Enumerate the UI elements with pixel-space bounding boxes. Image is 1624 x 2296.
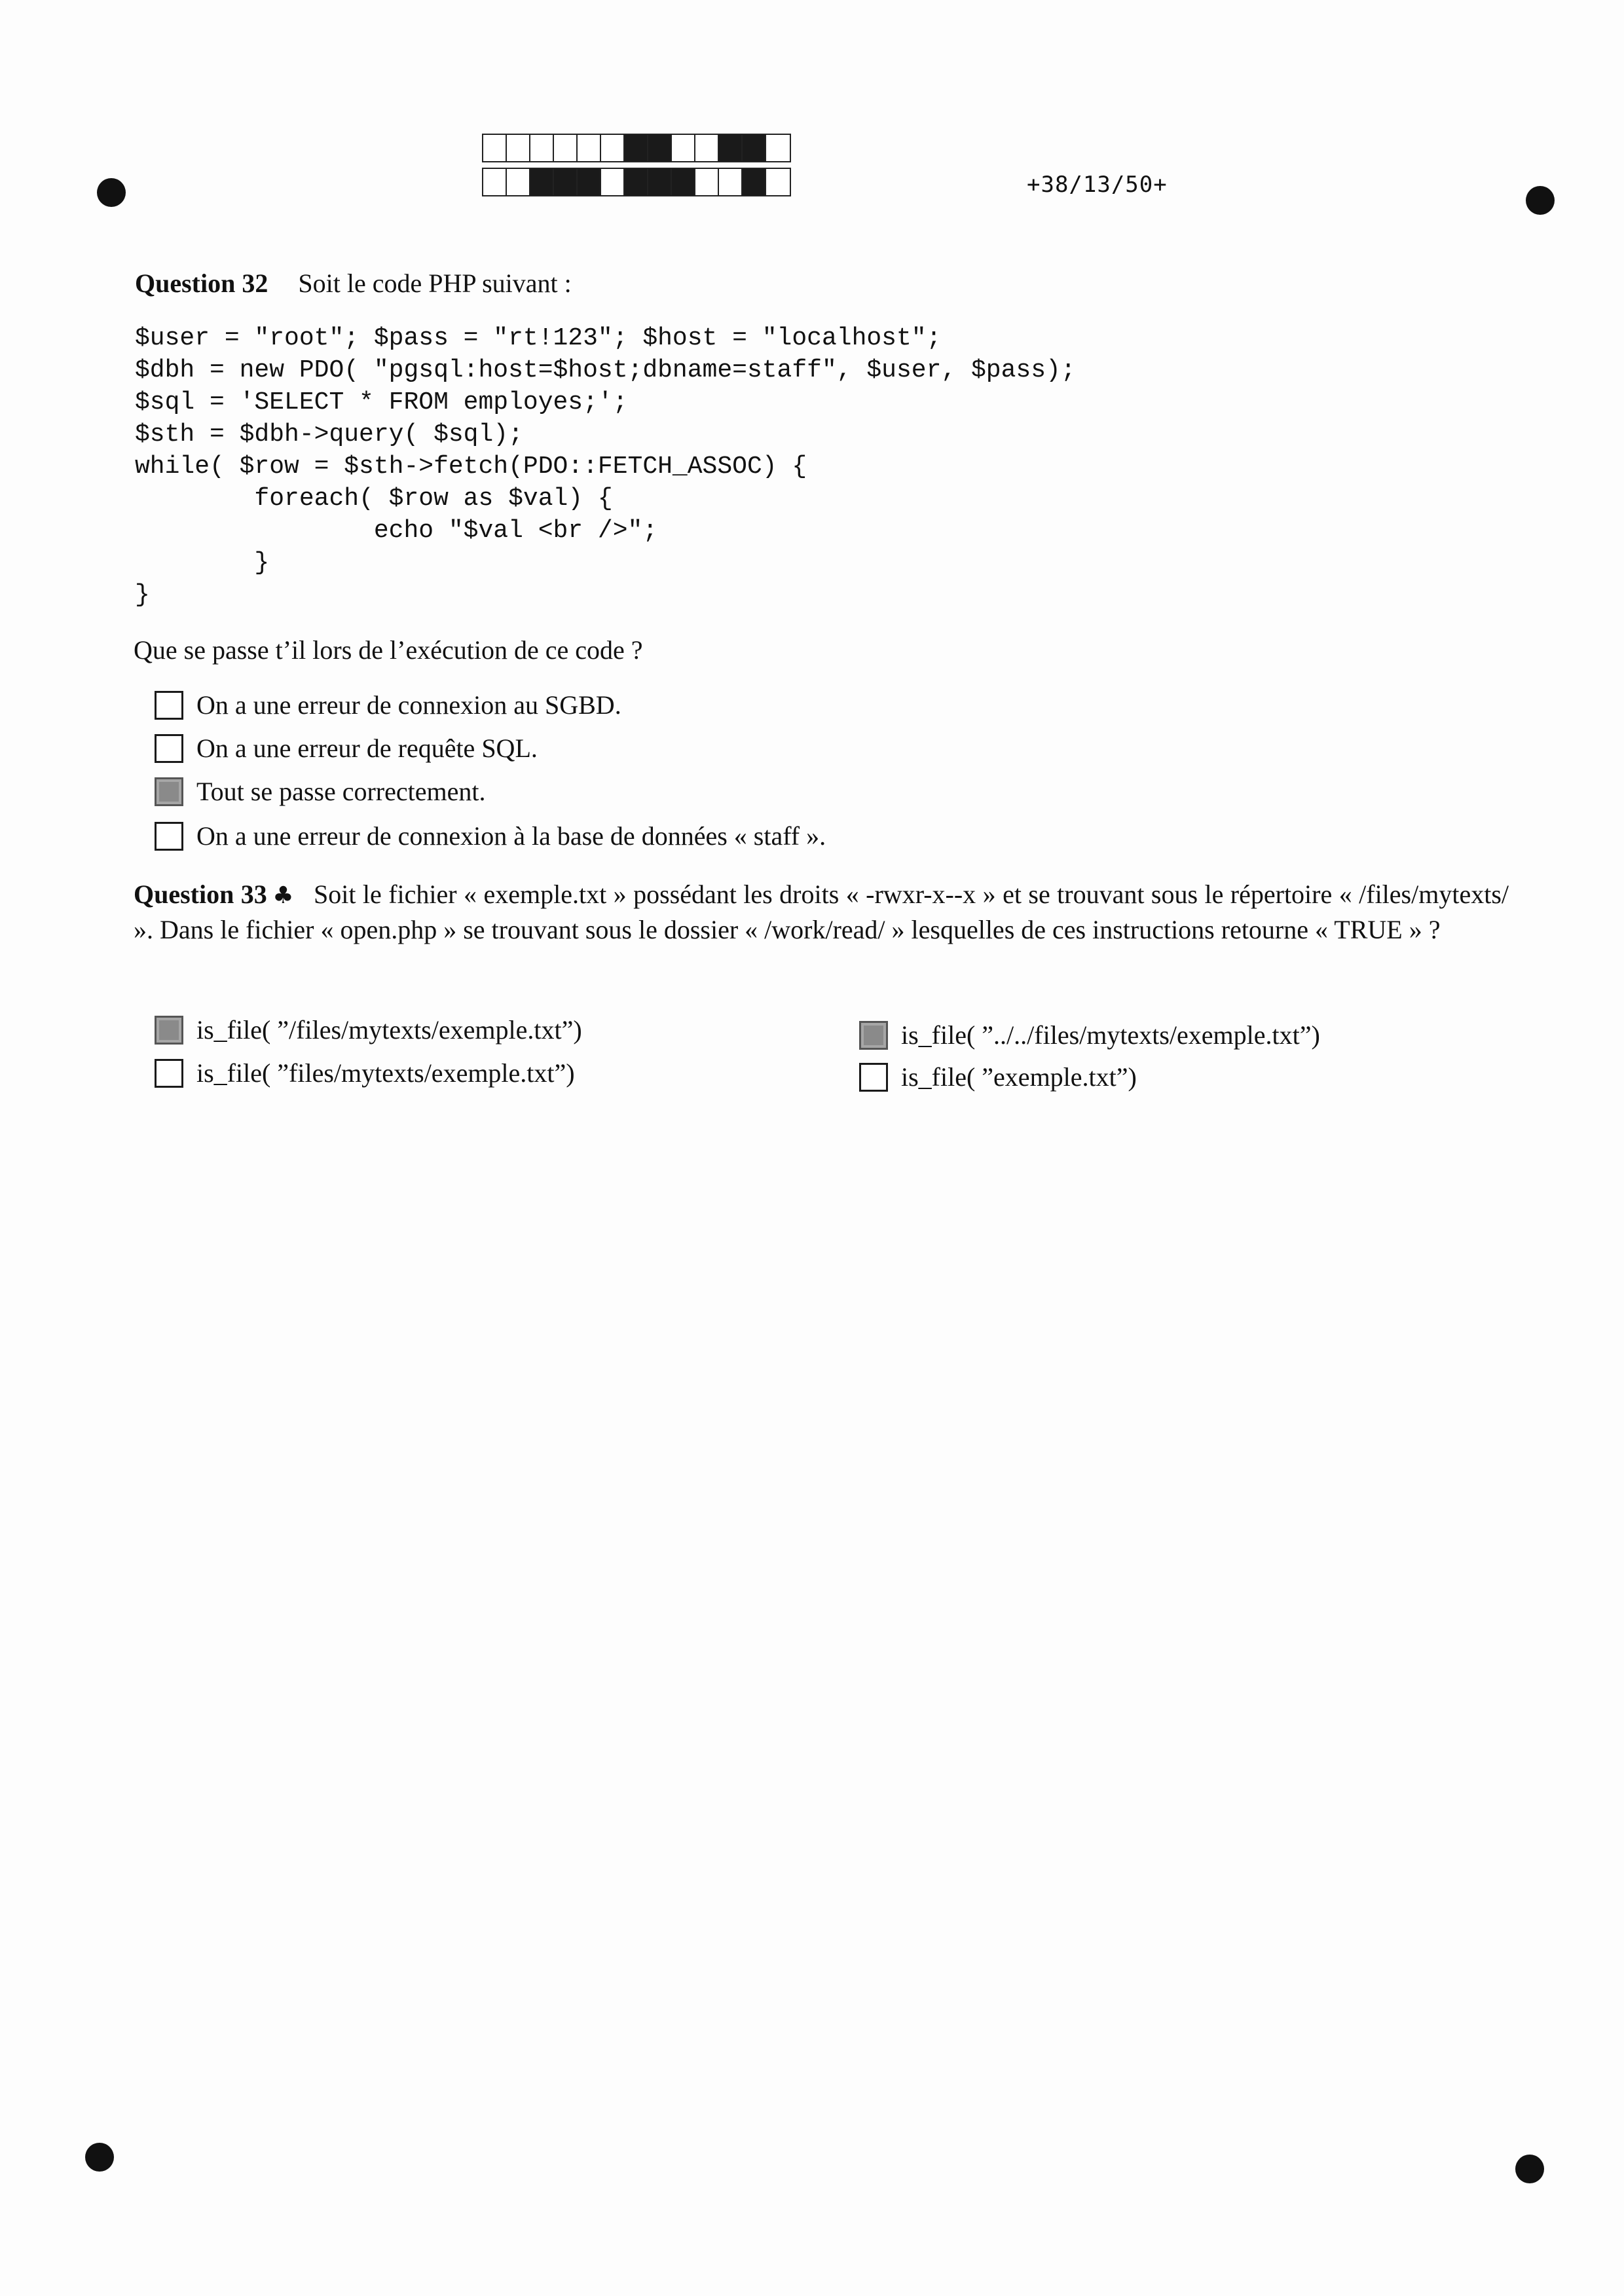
checkbox[interactable] <box>859 1063 888 1092</box>
registration-mark-bottom-right <box>1515 2155 1544 2183</box>
answer-label: On a une erreur de connexion au SGBD. <box>196 690 621 720</box>
code-cell-empty <box>672 135 695 161</box>
code-cell-empty <box>578 135 601 161</box>
id-code-strip-2 <box>482 168 791 196</box>
code-cell-empty <box>601 135 625 161</box>
code-cell-empty <box>507 135 530 161</box>
code-cell-empty <box>766 169 790 195</box>
question-33-body: Soit le fichier « exemple.txt » possédant les droits « -rwxr-x--x » et se trouvant sous le répertoire « /files/mytexts/ ». Dans le fichier « open.php » se trouvant sous le dossier « /work/read/ » lesquelles de ces instructions retourne « TRUE » ? <box>134 880 1509 944</box>
id-code-strip-1 <box>482 134 791 162</box>
checkbox[interactable] <box>155 691 183 720</box>
answer-label: is_file( ”exemple.txt”) <box>901 1062 1137 1092</box>
checkbox[interactable] <box>155 822 183 851</box>
answer-option[interactable] <box>859 1061 1137 1094</box>
code-cell-filled <box>554 169 578 195</box>
answer-label: On a une erreur de requête SQL. <box>196 733 538 763</box>
answer-label: Tout se passe correctement. <box>196 777 486 806</box>
answer-option[interactable] <box>155 1014 582 1046</box>
code-cell-empty <box>554 135 578 161</box>
code-cell-filled <box>743 169 766 195</box>
code-cell-filled <box>625 169 648 195</box>
code-cell-empty <box>601 169 625 195</box>
code-cell-filled <box>530 169 554 195</box>
code-cell-empty <box>483 169 507 195</box>
code-cell-empty <box>695 169 719 195</box>
registration-mark-top-right <box>1526 186 1555 215</box>
code-cell-empty <box>695 135 719 161</box>
checkbox-checked[interactable] <box>859 1021 888 1050</box>
answer-label: is_file( ”../../files/mytexts/exemple.txt”) <box>901 1020 1320 1050</box>
code-cell-empty <box>719 169 743 195</box>
registration-mark-top-left <box>97 178 126 207</box>
question-32-prompt: Que se passe t’il lors de l’exécution de ce code ? <box>134 635 643 665</box>
question-32-label: Question 32 <box>135 268 268 298</box>
checkbox-checked[interactable] <box>155 1016 183 1045</box>
code-cell-filled <box>648 135 672 161</box>
answer-option[interactable] <box>155 820 826 853</box>
answer-option[interactable] <box>859 1019 1320 1052</box>
code-cell-filled <box>625 135 648 161</box>
checkbox-checked[interactable] <box>155 777 183 806</box>
checkbox[interactable] <box>155 1059 183 1088</box>
question-32-title <box>135 267 572 300</box>
answer-option[interactable] <box>155 1057 575 1090</box>
question-33-text <box>134 878 1509 947</box>
code-cell-empty <box>507 169 530 195</box>
checkbox[interactable] <box>155 734 183 763</box>
question-33-label: Question 33 <box>134 880 267 909</box>
page-id: +38/13/50+ <box>1027 172 1168 198</box>
registration-mark-bottom-left <box>85 2143 114 2172</box>
answer-option[interactable] <box>155 732 538 765</box>
code-cell-empty <box>766 135 790 161</box>
question-32-intro: Soit le code PHP suivant : <box>298 268 572 298</box>
answer-option[interactable] <box>155 775 485 808</box>
answer-option[interactable] <box>155 689 621 722</box>
answer-label: is_file( ”/files/mytexts/exemple.txt”) <box>196 1015 582 1045</box>
code-cell-empty <box>530 135 554 161</box>
code-cell-filled <box>578 169 601 195</box>
answer-label: is_file( ”files/mytexts/exemple.txt”) <box>196 1058 575 1088</box>
code-cell-filled <box>719 135 743 161</box>
code-cell-filled <box>672 169 695 195</box>
php-code-block: $user = "root"; $pass = "rt!123"; $host = "localhost"; $dbh = new PDO( "pgsql:host=$host;dbname=staff", $user, $pass); $sql = 'SELECT * FROM employes;'; $sth = $dbh->query( $sql); while( $row = $sth->fetch(PDO::FETCH_ASSOC) { foreach( $row as $val) { echo "$val <br />"; } } <box>135 324 1076 609</box>
club-icon: ♣ <box>272 882 294 909</box>
answer-label: On a une erreur de connexion à la base de données « staff ». <box>196 821 826 851</box>
code-cell-empty <box>483 135 507 161</box>
code-cell-filled <box>648 169 672 195</box>
code-cell-filled <box>743 135 766 161</box>
